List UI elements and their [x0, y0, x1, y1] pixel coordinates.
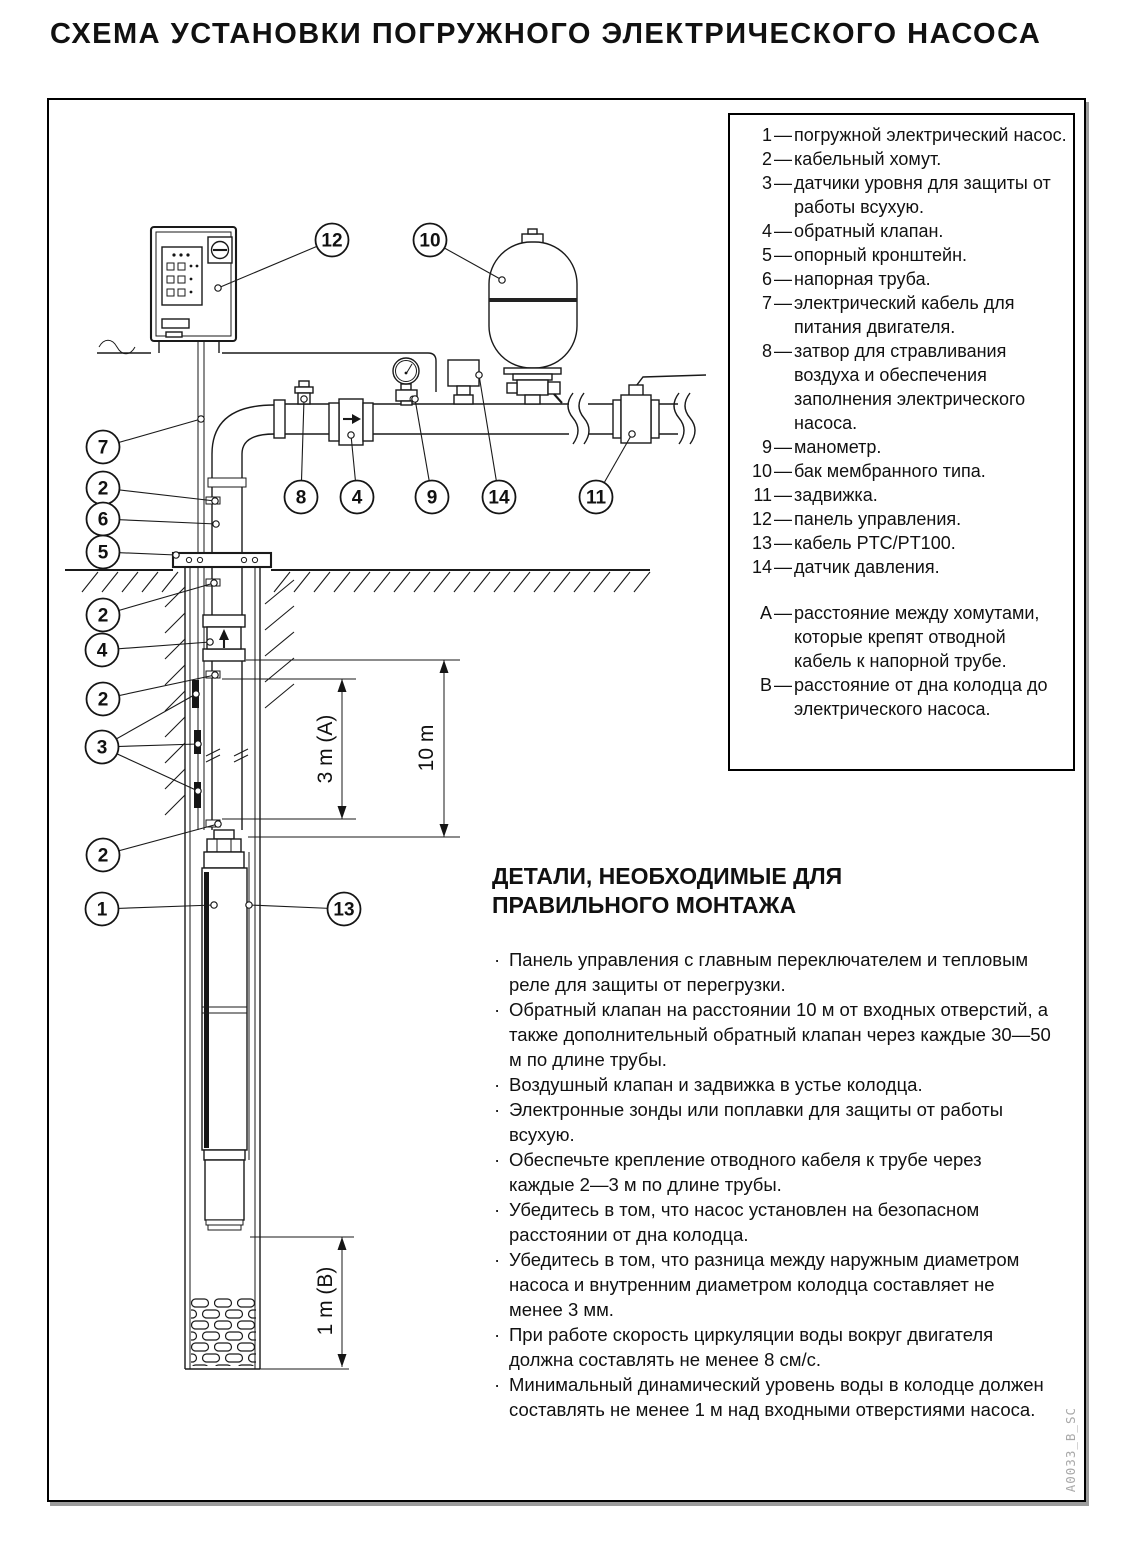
- callout-11: [580, 431, 636, 514]
- figure-frame: [47, 98, 1086, 1502]
- details-bullet-list: [492, 947, 1052, 1422]
- legend-item-text: обратный клапан.: [794, 221, 944, 241]
- legend-item-dash: —: [774, 341, 792, 361]
- legend-item-text: затвор для стравливания воздуха и обеспечения заполнения электрического насоса.: [794, 341, 1026, 433]
- legend-item-7: [736, 291, 1067, 339]
- legend-item-number: 2: [761, 149, 772, 169]
- legend-item-6: [736, 267, 1067, 291]
- callout-number: 8: [295, 487, 307, 509]
- bullet-marker: ·: [494, 1149, 501, 1170]
- legend-item-3: [736, 171, 1067, 219]
- leader-dot: [211, 580, 217, 586]
- callout-1: [86, 893, 218, 926]
- leader-dot: [198, 416, 204, 422]
- legend-item-14: [736, 555, 1067, 579]
- legend-item-2: [736, 147, 1067, 171]
- callout-2: [87, 821, 222, 872]
- legend-item-text: бак мембранного типа.: [794, 461, 986, 481]
- details-bullet: [492, 947, 1052, 997]
- leader-dot: [301, 396, 307, 402]
- legend-item-number: 5: [761, 245, 772, 265]
- bullet-marker: ·: [494, 1074, 501, 1095]
- legend-item-text: панель управления.: [794, 509, 962, 529]
- legend-item-11: [736, 483, 1067, 507]
- callout-13: [246, 893, 361, 926]
- bullet-text: Минимальный динамический уровень воды в колодце должен составлять не менее 1 м над входными отверстиями насоса.: [509, 1374, 1044, 1420]
- dimension-10m: [246, 660, 460, 837]
- callout-number: 13: [333, 899, 355, 921]
- cable-clamps: [206, 497, 220, 827]
- bullet-text: Электронные зонды или поплавки для защиты от работы всухую.: [509, 1099, 1003, 1145]
- callout-6: [87, 503, 220, 536]
- document-code: A0033_B_SC: [1063, 1406, 1078, 1492]
- leader-dot: [195, 741, 201, 747]
- legend-item-4: [736, 219, 1067, 243]
- legend-item-8: [736, 339, 1067, 435]
- leader-dot: [211, 902, 217, 908]
- details-heading: ДЕТАЛИ, НЕОБХОДИМЫЕ ДЛЯ ПРАВИЛЬНОГО МОНТАЖА: [492, 863, 843, 918]
- legend-item-dash: —: [774, 269, 792, 289]
- legend-item-А: [736, 601, 1067, 673]
- callout-number: 4: [351, 487, 363, 509]
- legend-item-dash: —: [774, 245, 792, 265]
- details-bullet: [492, 1322, 1052, 1372]
- legend-box: [728, 113, 1075, 771]
- bullet-text: Убедитесь в том, что разница между наружным диаметром насоса и внутренним диаметром колодца составляет не менее 3 мм.: [509, 1249, 1020, 1320]
- legend-item-text: погружной электрический насос.: [794, 125, 1067, 145]
- legend-item-dash: —: [774, 149, 792, 169]
- legend-item-dash: —: [774, 125, 792, 145]
- leader-dot: [476, 372, 482, 378]
- downhole-check-valve: [203, 615, 245, 661]
- legend-item-dash: —: [774, 485, 792, 505]
- callout-5: [87, 536, 180, 569]
- leader-dot: [212, 498, 218, 504]
- page-title: СХЕМА УСТАНОВКИ ПОГРУЖНОГО ЭЛЕКТРИЧЕСКОГО НАСОСА: [50, 18, 1042, 50]
- leader-dot: [207, 639, 213, 645]
- legend-item-dash: —: [774, 557, 792, 577]
- bullet-text: Воздушный клапан и задвижка в устье колодца.: [509, 1074, 923, 1095]
- leader-dot: [173, 552, 179, 558]
- legend-item-dash: —: [774, 173, 792, 193]
- leader-dot: [212, 672, 218, 678]
- legend-item-text: датчики уровня для защиты от работы всухую.: [794, 173, 1051, 217]
- legend-item-number: А: [759, 603, 772, 623]
- leader-dot: [348, 432, 354, 438]
- bullet-marker: ·: [494, 949, 501, 970]
- callout-number: 14: [488, 487, 510, 509]
- legend-item-number: 11: [753, 485, 772, 505]
- leader-dot: [195, 788, 201, 794]
- legend-item-text: датчик давления.: [794, 557, 940, 577]
- callout-10: [414, 224, 506, 284]
- legend-item-text: напорная труба.: [794, 269, 931, 289]
- legend-item-text: опорный кронштейн.: [794, 245, 968, 265]
- callout-number: 6: [97, 509, 109, 531]
- bullet-text: При работе скорость циркуляции воды вокруг двигателя должна составлять не менее 8 см/с.: [509, 1324, 994, 1370]
- details-bullet: [492, 1147, 1052, 1197]
- legend-item-number: 10: [751, 461, 772, 481]
- legend-item-number: 13: [751, 533, 772, 553]
- leader-dot: [215, 285, 221, 291]
- callout-number: 2: [97, 845, 109, 867]
- legend-item-text: расстояние между хомутами, которые крепят отводной кабель к напорной трубе.: [794, 603, 1040, 671]
- leader-dot: [246, 902, 252, 908]
- legend-item-5: [736, 243, 1067, 267]
- details-bullet: [492, 1097, 1052, 1147]
- dimension-10m-label: 10 m: [415, 724, 438, 772]
- details-section: [492, 862, 1057, 1422]
- legend-item-number: 4: [761, 221, 772, 241]
- legend-item-text: электрический кабель для питания двигателя.: [794, 293, 1015, 337]
- dimension-b-label: 1 m (B): [314, 1266, 337, 1336]
- callout-7: [87, 416, 205, 464]
- discharge-elbow: [212, 400, 285, 454]
- motor-cable: [198, 341, 204, 830]
- support-bracket: [173, 553, 271, 567]
- legend-item-number: 8: [761, 341, 772, 361]
- legend-notes: [736, 601, 1067, 721]
- details-bullet: [492, 1247, 1052, 1322]
- mounting-surface: [97, 340, 436, 392]
- legend-item-dash: —: [774, 533, 792, 553]
- legend-item-dash: —: [774, 509, 792, 529]
- callout-number: 12: [321, 230, 343, 252]
- bullet-text: Обратный клапан на расстоянии 10 м от входных отверстий, а также дополнительный обратный клапан через каждые 30—50 м по длине трубы.: [509, 999, 1051, 1070]
- legend-item-text: задвижка.: [794, 485, 878, 505]
- callout-8: [285, 396, 318, 514]
- callout-number: 4: [96, 640, 108, 662]
- bullet-marker: ·: [494, 1099, 501, 1120]
- legend-item-text: манометр.: [794, 437, 882, 457]
- gate-valve: [613, 375, 706, 443]
- leader-dot: [499, 277, 505, 283]
- callout-number: 7: [97, 437, 109, 459]
- legend-item-number: 14: [751, 557, 772, 577]
- legend-item-dash: —: [774, 603, 792, 623]
- callout-number: 9: [426, 487, 438, 509]
- legend-item-10: [736, 459, 1067, 483]
- details-bullet: [492, 997, 1052, 1072]
- legend-item-12: [736, 507, 1067, 531]
- bullet-text: Панель управления с главным переключателем и тепловым реле для защиты от перегрузки.: [509, 949, 1029, 995]
- callout-number: 2: [97, 478, 109, 500]
- callout-number: 11: [585, 487, 607, 509]
- callout-4: [86, 634, 214, 667]
- leader-dot: [215, 821, 221, 827]
- ground-surface: [65, 570, 650, 815]
- submersible-pump: [202, 830, 247, 1230]
- pressure-sensor: [448, 360, 479, 404]
- leader-dot: [193, 691, 199, 697]
- details-bullet: [492, 1197, 1052, 1247]
- bullet-text: Убедитесь в том, что насос установлен на безопасном расстоянии от дна колодца.: [509, 1199, 980, 1245]
- leader-dot: [213, 521, 219, 527]
- membrane-tank: [489, 229, 577, 404]
- callout-number: 5: [97, 542, 109, 564]
- callout-number: 1: [96, 899, 108, 921]
- gravel-bed: [191, 1297, 256, 1366]
- callout-number: 10: [419, 230, 441, 252]
- legend-item-9: [736, 435, 1067, 459]
- bullet-marker: ·: [494, 999, 501, 1020]
- legend-item-dash: —: [774, 461, 792, 481]
- legend-item-dash: —: [774, 675, 792, 695]
- legend-item-number: 9: [761, 437, 772, 457]
- legend-item-number: 6: [761, 269, 772, 289]
- legend-item-dash: —: [774, 221, 792, 241]
- callout-9: [412, 396, 449, 514]
- legend-item-text: кабельный хомут.: [794, 149, 942, 169]
- main-switch: [208, 237, 232, 263]
- legend-item-number: 1: [761, 125, 772, 145]
- legend-item-number: 3: [761, 173, 772, 193]
- callout-number: 2: [97, 689, 109, 711]
- legend-item-text: расстояние от дна колодца до электрического насоса.: [794, 675, 1048, 719]
- bullet-marker: ·: [494, 1374, 501, 1395]
- leader-dot: [629, 431, 635, 437]
- legend-item-1: [736, 123, 1067, 147]
- callout-number: 3: [96, 737, 108, 759]
- details-bullet: [492, 1072, 1052, 1097]
- legend-item-text: кабель PTC/PT100.: [794, 533, 956, 553]
- details-bullet: [492, 1372, 1052, 1422]
- legend-item-number: 12: [751, 509, 772, 529]
- bullet-marker: ·: [494, 1249, 501, 1270]
- bullet-marker: ·: [494, 1324, 501, 1345]
- leader-dot: [412, 396, 418, 402]
- bullet-marker: ·: [494, 1199, 501, 1220]
- dimension-b: [250, 1237, 354, 1367]
- dimension-a-label: 3 m (A): [314, 714, 337, 784]
- legend-item-В: [736, 673, 1067, 721]
- legend-item-13: [736, 531, 1067, 555]
- bullet-text: Обеспечьте крепление отводного кабеля к трубе через каждые 2—3 м по длине трубы.: [509, 1149, 982, 1195]
- legend-item-dash: —: [774, 437, 792, 457]
- legend-item-number: 7: [761, 293, 772, 313]
- callout-number: 2: [97, 605, 109, 627]
- legend-items: [736, 123, 1067, 579]
- control-panel: [151, 227, 236, 353]
- legend-item-dash: —: [774, 293, 792, 313]
- legend-item-number: В: [759, 675, 772, 695]
